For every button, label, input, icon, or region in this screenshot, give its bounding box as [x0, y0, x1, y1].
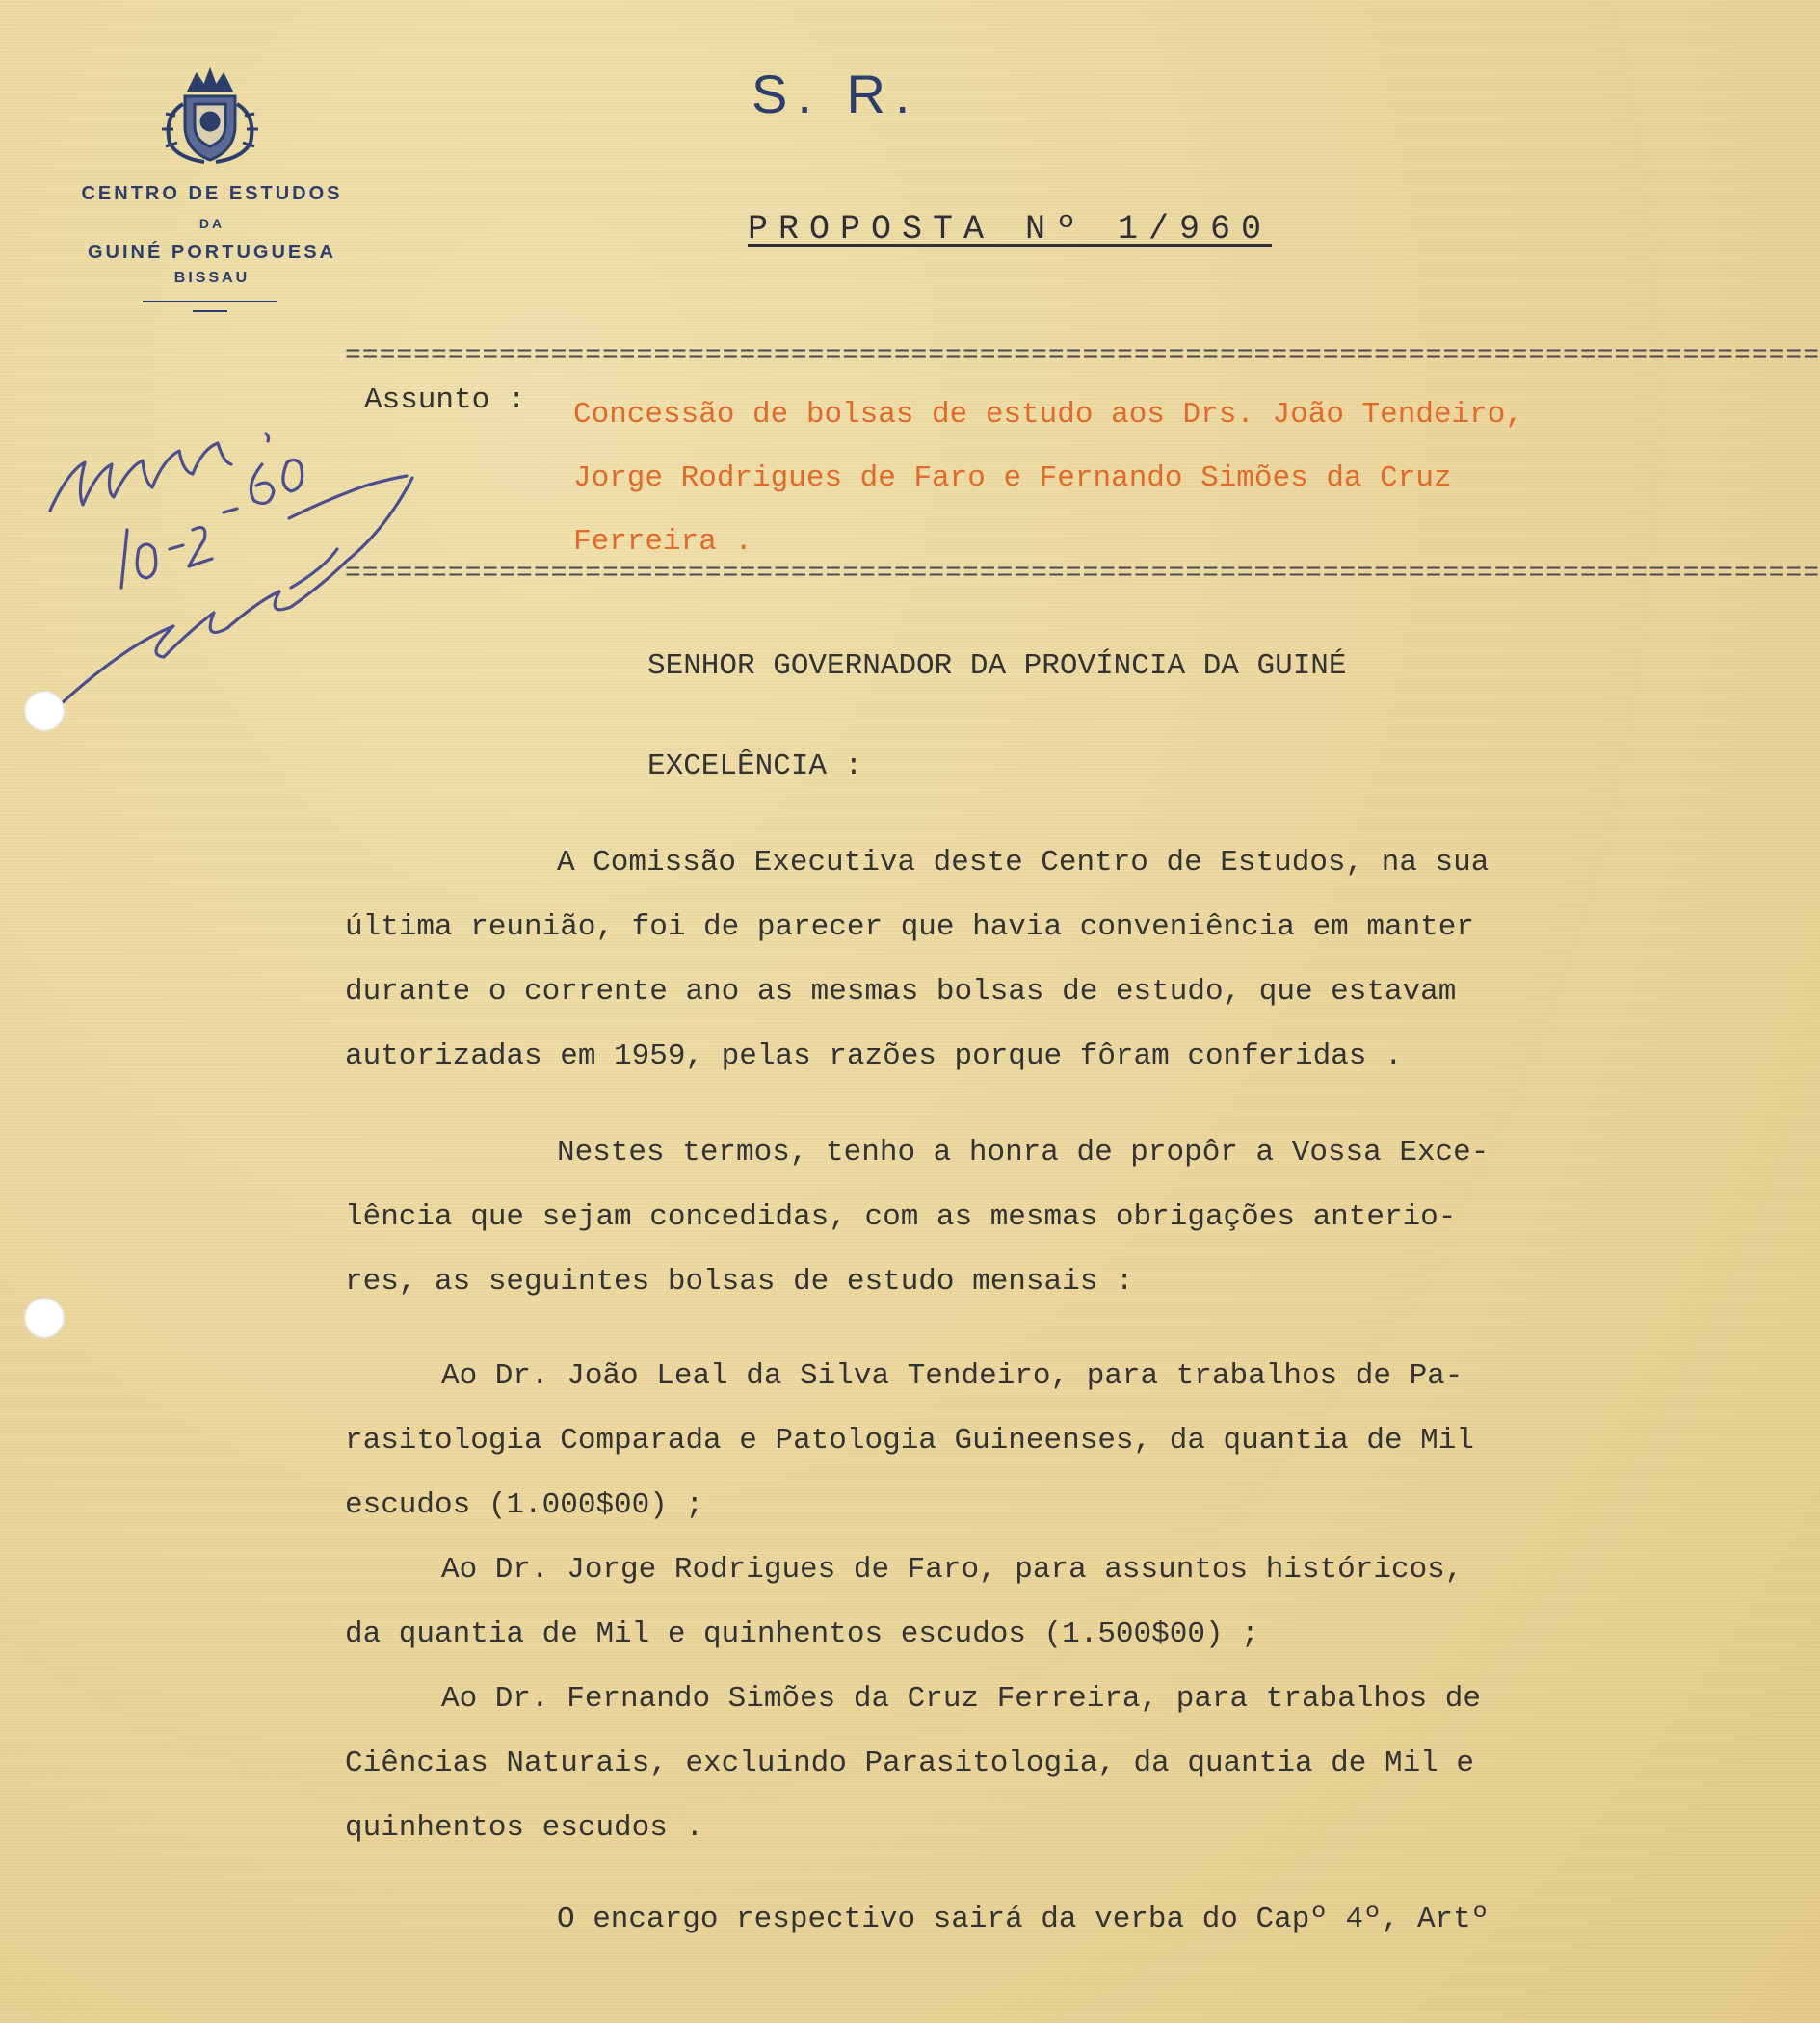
punch-hole — [24, 1298, 65, 1338]
letterhead-divider-short — [193, 310, 227, 312]
body-line: A Comissão Executiva deste Centro de Estudos, na sua — [557, 846, 1490, 880]
handwritten-annotation — [39, 405, 424, 722]
punch-hole — [24, 691, 65, 731]
salutation: EXCELÊNCIA : — [647, 749, 863, 783]
letterhead-divider — [143, 301, 277, 302]
body-line: res, as seguintes bolsas de estudo mensais : — [345, 1265, 1134, 1299]
body-line: lência que sejam concedidas, com as mesmas obrigações anterio- — [345, 1200, 1457, 1234]
body-line: O encargo respectivo sairá da verba do Capº 4º, Artº — [557, 1903, 1490, 1936]
sr-heading: S. R. — [752, 64, 920, 124]
double-rule-top: ====================================================================================== — [345, 341, 1820, 371]
subject-label: Assunto : — [364, 383, 526, 417]
org-name-line1: CENTRO DE ESTUDOS — [81, 183, 343, 204]
org-name-line3: GUINÉ PORTUGUESA — [87, 242, 337, 263]
body-line: durante o corrente ano as mesmas bolsas de estudo, que estavam — [345, 975, 1457, 1009]
subject-text: Concessão de bolsas de estudo aos Drs. João Tendeiro, Jorge Rodrigues de Faro e Fernando Simões da Cruz Ferreira . — [573, 398, 1523, 559]
body-line: última reunião, foi de parecer que havia conveniência em manter — [345, 910, 1474, 944]
body-line: escudos (1.000$00) ; — [345, 1488, 704, 1522]
body-line: Ciências Naturais, excluindo Parasitologia, da quantia de Mil e — [345, 1747, 1474, 1780]
org-name-line2: DA — [198, 216, 225, 231]
coat-of-arms-icon — [156, 66, 264, 168]
body-line: quinhentos escudos . — [345, 1811, 704, 1845]
body-line: da quantia de Mil e quinhentos escudos (1.500$00) ; — [345, 1617, 1259, 1651]
body-line: Ao Dr. Jorge Rodrigues de Faro, para assuntos históricos, — [441, 1553, 1464, 1587]
proposal-number: PROPOSTA Nº 1/960 — [748, 210, 1273, 249]
body-line: Nestes termos, tenho a honra de propôr a Vossa Exce- — [557, 1136, 1490, 1169]
addressee: SENHOR GOVERNADOR DA PROVÍNCIA DA GUINÉ — [647, 649, 1347, 683]
body-line: rasitologia Comparada e Patologia Guineenses, da quantia de Mil — [345, 1424, 1474, 1458]
body-line: Ao Dr. Fernando Simões da Cruz Ferreira, para trabalhos de — [441, 1682, 1481, 1716]
double-rule-bottom: ====================================================================================== — [345, 559, 1820, 589]
body-line: Ao Dr. João Leal da Silva Tendeiro, para trabalhos de Pa- — [441, 1359, 1464, 1393]
org-city: BISSAU — [173, 270, 251, 286]
body-line: autorizadas em 1959, pelas razões porque fôram conferidas . — [345, 1039, 1403, 1073]
